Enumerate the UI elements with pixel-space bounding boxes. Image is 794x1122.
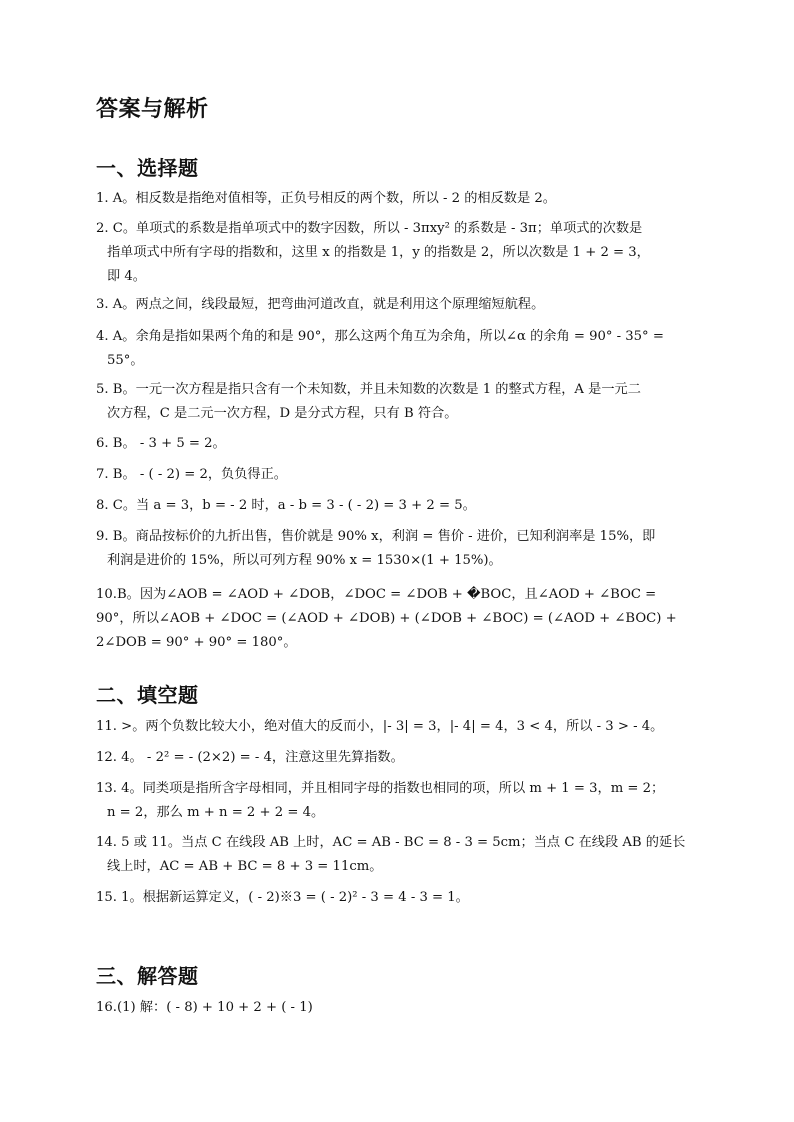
document-title: 答案与解析 <box>96 97 209 122</box>
section-heading-choice: 一、选择题 <box>96 156 199 180</box>
answer-line: 90°，所以∠AOB + ∠DOC = (∠AOD + ∠DOB) + (∠DOB + ∠BOC) = (∠AOD + ∠BOC) + <box>96 611 677 626</box>
answer-line: 8. C。当 a = 3，b = - 2 时，a - b = 3 - ( - 2) = 3 + 2 = 5。 <box>96 498 476 513</box>
answer-item <box>96 715 700 739</box>
answer-item <box>96 463 700 487</box>
answer-line: n = 2，那么 m + n = 2 + 2 = 4。 <box>107 805 325 820</box>
answer-item <box>96 293 700 317</box>
answer-item <box>96 746 700 770</box>
section-heading-fill: 二、填空题 <box>96 683 199 707</box>
answer-line: 利润是进价的 15%，所以可列方程 90% x = 1530×(1 + 15%)。 <box>107 553 502 568</box>
answer-item <box>96 432 700 456</box>
answer-item <box>96 886 700 910</box>
answer-line: 3. A。两点之间，线段最短，把弯曲河道改直，就是利用这个原理缩短航程。 <box>96 297 545 312</box>
answer-line: 11. >。两个负数比较大小，绝对值大的反而小，|- 3| = 3，|- 4| = 4，3 < 4，所以 - 3 > - 4。 <box>96 719 664 734</box>
answer-line: 线上时，AC = AB + BC = 8 + 3 = 11cm。 <box>107 859 383 874</box>
answer-line: 指单项式中所有字母的指数和，这里 x 的指数是 1，y 的指数是 2，所以次数是 1 + 2 = 3， <box>107 245 650 260</box>
answer-line: 5. B。一元一次方程是指只含有一个未知数，并且未知数的次数是 1 的整式方程，A 是一元二 <box>96 382 641 397</box>
answer-line: 9. B。商品按标价的九折出售，售价就是 90% x，利润 = 售价 - 进价，已知利润率是 15%，即 <box>96 529 656 544</box>
answer-line: 1. A。相反数是指绝对值相等，正负号相反的两个数，所以 - 2 的相反数是 2。 <box>96 191 556 206</box>
answer-line: 4. A。余角是指如果两个角的和是 90°，那么这两个角互为余角，所以∠α 的余角 = 90° - 35° = <box>96 329 664 344</box>
section-heading-solve: 三、解答题 <box>96 964 199 988</box>
answer-line: 13. 4。同类项是指所含字母相同，并且相同字母的指数也相同的项，所以 m + 1 = 3，m = 2； <box>96 781 665 796</box>
answer-line: 16.(1) 解：( - 8) + 10 + 2 + ( - 1) <box>96 1000 313 1015</box>
answer-line: 15. 1。根据新运算定义，( - 2)※3 = ( - 2)² - 3 = 4 - 3 = 1。 <box>96 890 469 905</box>
answer-line: 7. B。 - ( - 2) = 2，负负得正。 <box>96 467 287 482</box>
answer-line: 12. 4。 - 2² = - (2×2) = - 4，注意这里先算指数。 <box>96 750 404 765</box>
answer-item <box>96 494 700 518</box>
answer-item <box>96 525 700 573</box>
answer-line: 14. 5 或 11。当点 C 在线段 AB 上时，AC = AB - BC = 8 - 3 = 5cm；当点 C 在线段 AB 的延长 <box>96 835 686 850</box>
answer-line: 10.B。因为∠AOB = ∠AOD + ∠DOB，∠DOC = ∠DOB + �BOC，且∠AOD + ∠BOC = <box>96 587 657 602</box>
answer-line: 次方程，C 是二元一次方程，D 是分式方程，只有 B 符合。 <box>107 406 458 421</box>
answer-item <box>96 996 700 1020</box>
answer-line: 55°。 <box>107 353 144 368</box>
answer-line: 2∠DOB = 90° + 90° = 180°。 <box>96 635 297 650</box>
answer-item <box>96 325 700 373</box>
answer-item <box>96 217 700 289</box>
answer-line: 2. C。单项式的系数是指单项式中的数字因数，所以 - 3πxy² 的系数是 - 3π；单项式的次数是 <box>96 221 643 236</box>
answer-item <box>96 831 700 879</box>
answer-item <box>96 378 700 426</box>
answer-item <box>96 187 700 211</box>
answer-line: 即 4。 <box>107 269 146 284</box>
answer-item <box>96 777 700 825</box>
answer-line: 6. B。 - 3 + 5 = 2。 <box>96 436 226 451</box>
answer-item <box>96 583 700 655</box>
